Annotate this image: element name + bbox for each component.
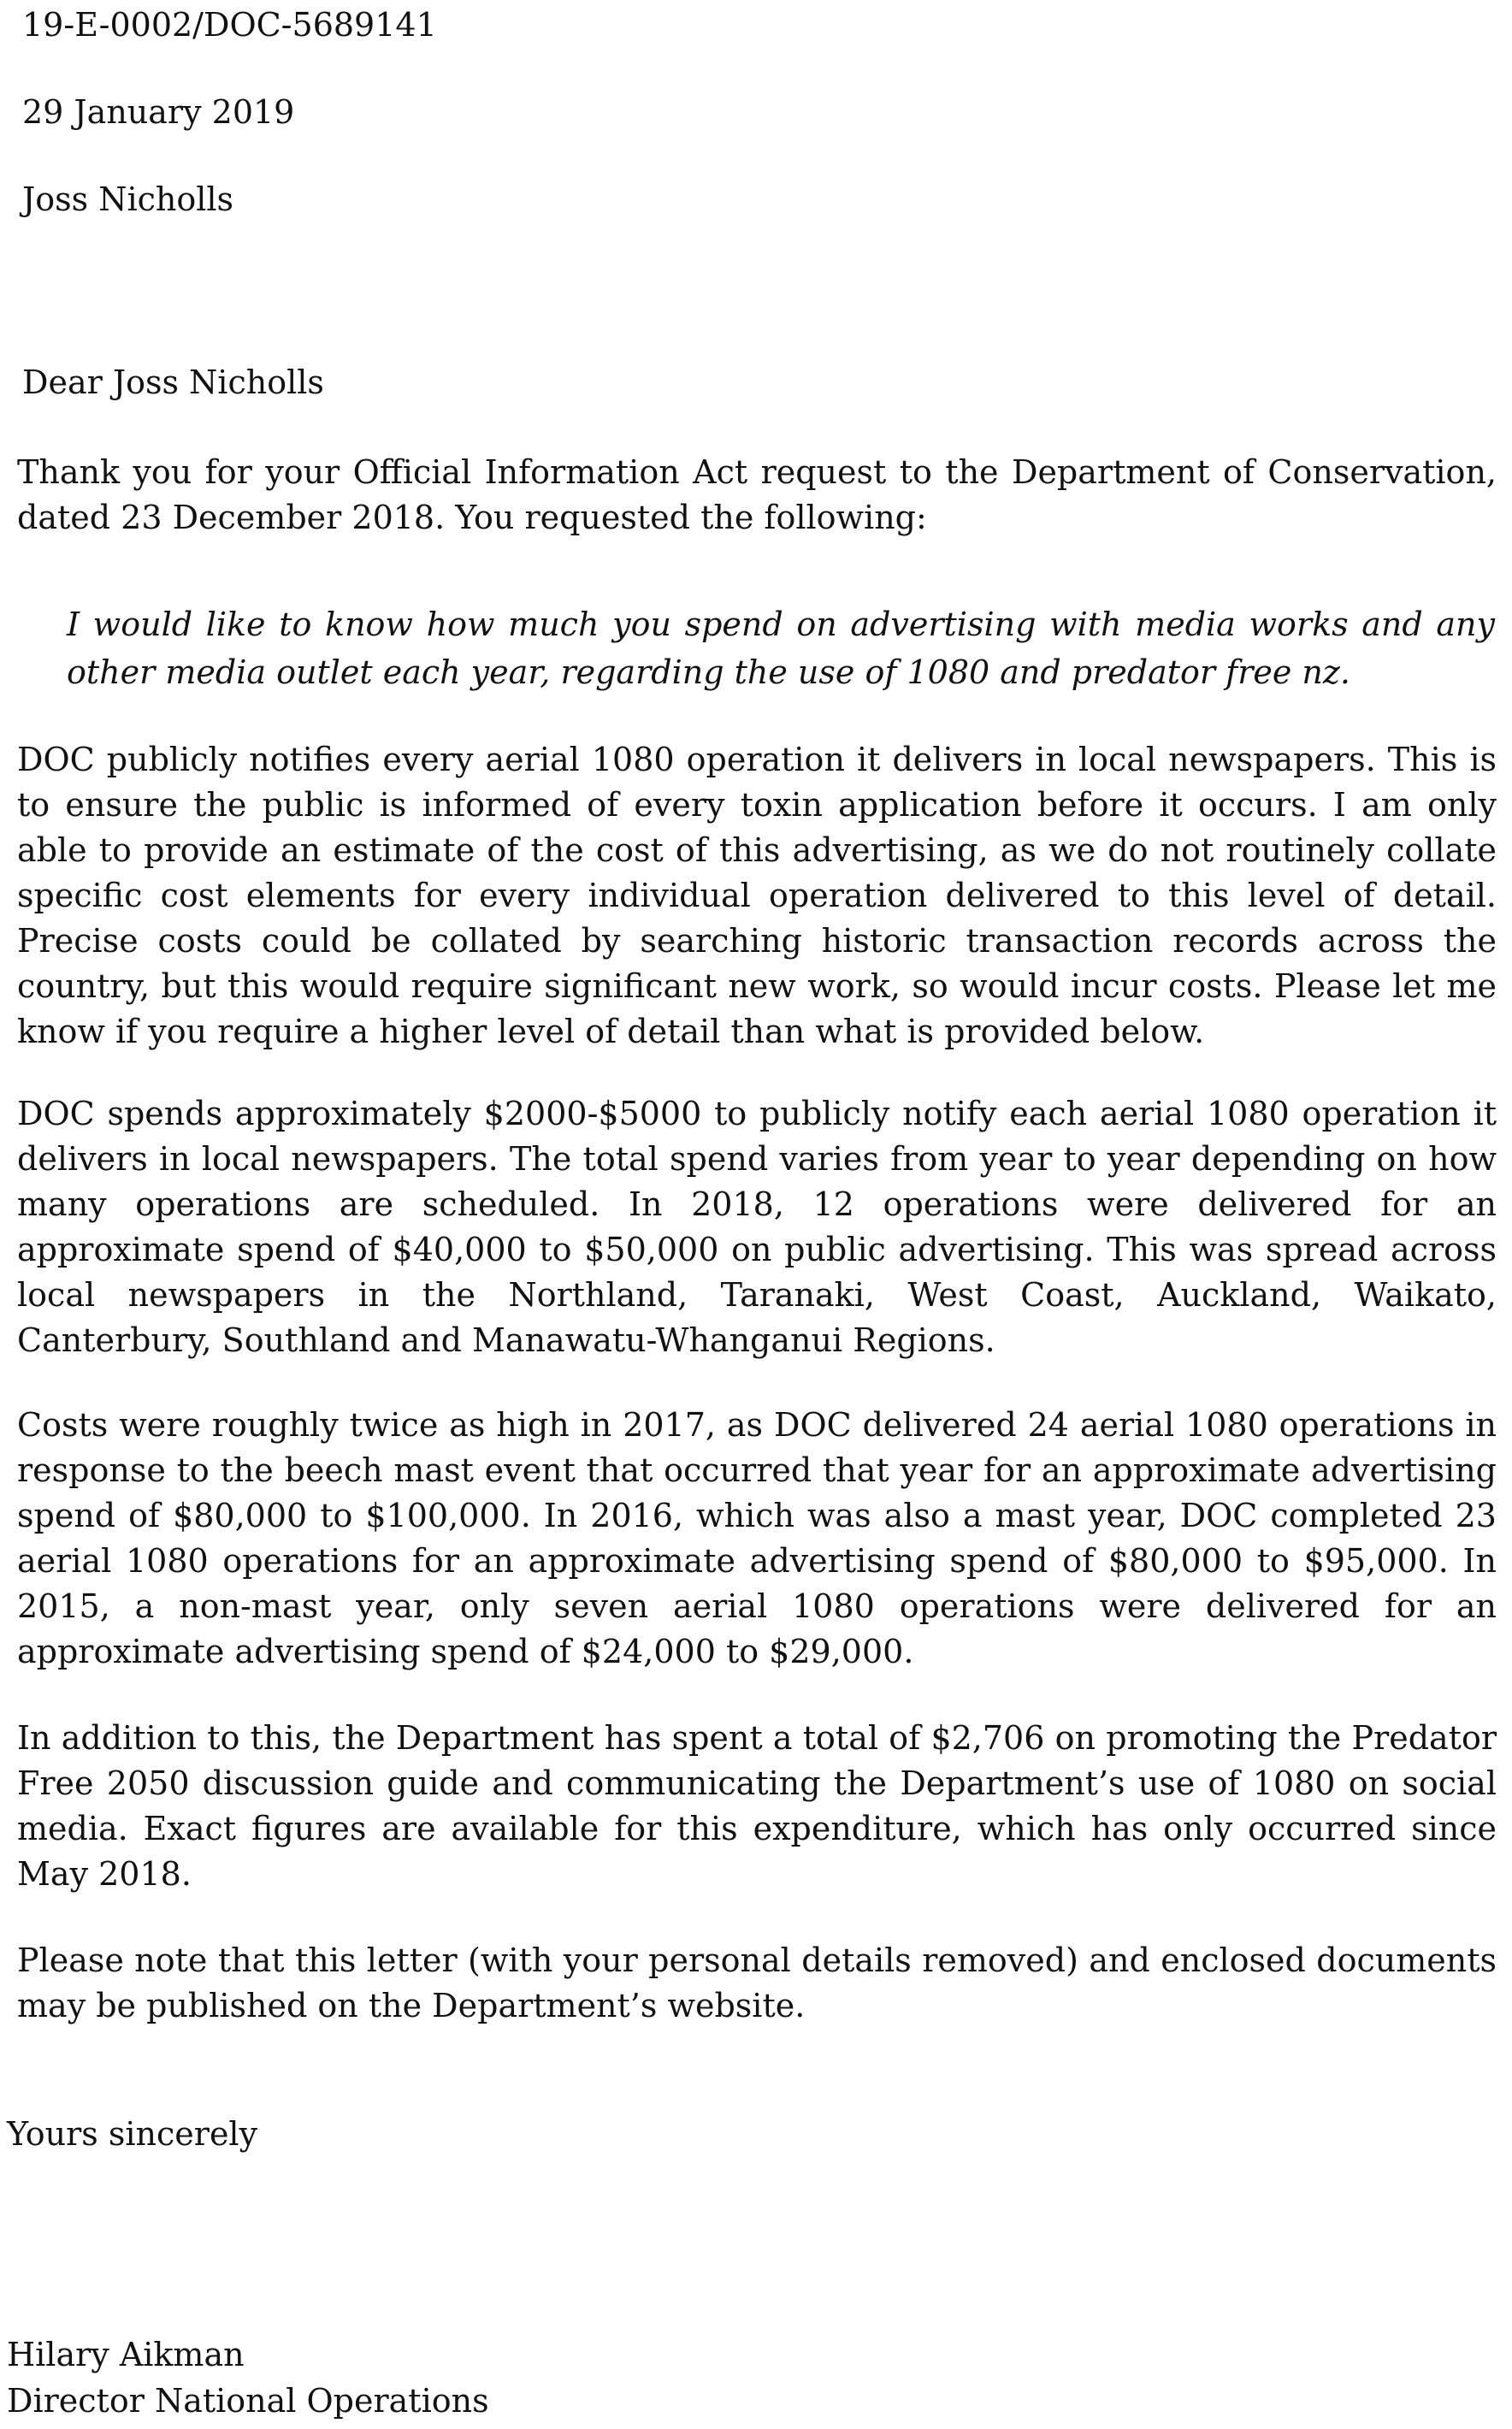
- paragraph-spend-2015-2017: Costs were roughly twice as high in 2017, as DOC delivered 24 aerial 1080 operations in response to the beech mast event that occurred that year for an approximate advertising spend of $80,000 to $100,000. In 2016, which was also a mast year, DOC completed 23 aerial 1080 operations for an approximate advertising spend of $80,000 to $95,000. In 2015, a non-mast year, only seven aerial 1080 operations were delivered for an approximate advertising spend of $24,000 to $29,000.: [17, 1406, 1497, 1670]
- paragraph-predator-free: In addition to this, the Department has spent a total of $2,706 on promoting the Predator Free 2050 discussion guide and communicating the Department’s use of 1080 on social media. Exact figures are available for this expenditure, which has only occurred since May 2018.: [17, 1719, 1497, 1893]
- paragraph-notification-estimate: DOC publicly notifies every aerial 1080 operation it delivers in local newspapers. This is to ensure the public is informed of every toxin application before it occurs. I am only able to provide an estimate of the cost of this advertising, as we do not routinely collate specific cost elements for every individual operation delivered to this level of detail. Precise costs could be collated by searching historic transaction records across the country, but this would require significant new work, so would incur costs. Please let me know if you require a higher level of detail than what is provided below.: [17, 741, 1497, 1050]
- salutation: Dear Joss Nicholls: [22, 363, 324, 401]
- recipient-name: Joss Nicholls: [22, 180, 234, 218]
- signatory-title: Director National Operations: [7, 2382, 489, 2420]
- paragraph-publication-note: Please note that this letter (with your personal details removed) and enclosed documents may be published on the Department’s website.: [17, 1941, 1497, 2024]
- valediction: Yours sincerely: [7, 2115, 258, 2153]
- signatory-name: Hilary Aikman: [7, 2336, 245, 2373]
- paragraph-spend-2018: DOC spends approximately $2000-$5000 to publicly notify each aerial 1080 operation it delivers in local newspapers. The total spend varies from year to year depending on how many operations are scheduled. In 2018, 12 operations were delivered for an approximate spend of $40,000 to $50,000 on public advertising. This was spread across local newspapers in the Northland, Taranaki, West Coast, Auckland, Waikato, Canterbury, Southland and Manawatu-Whanganui Regions.: [17, 1095, 1497, 1359]
- reference-number: 19-E-0002/DOC-5689141: [22, 6, 437, 44]
- quoted-request: I would like to know how much you spend on advertising with media works and any other media outlet each year, regarding the use of 1080 and predator free nz.: [67, 606, 1495, 691]
- paragraph-request-acknowledgement: Thank you for your Official Information Act request to the Department of Conservation, dated 23 December 2018. You requested the following:: [17, 453, 1497, 536]
- letter-date: 29 January 2019: [22, 93, 295, 131]
